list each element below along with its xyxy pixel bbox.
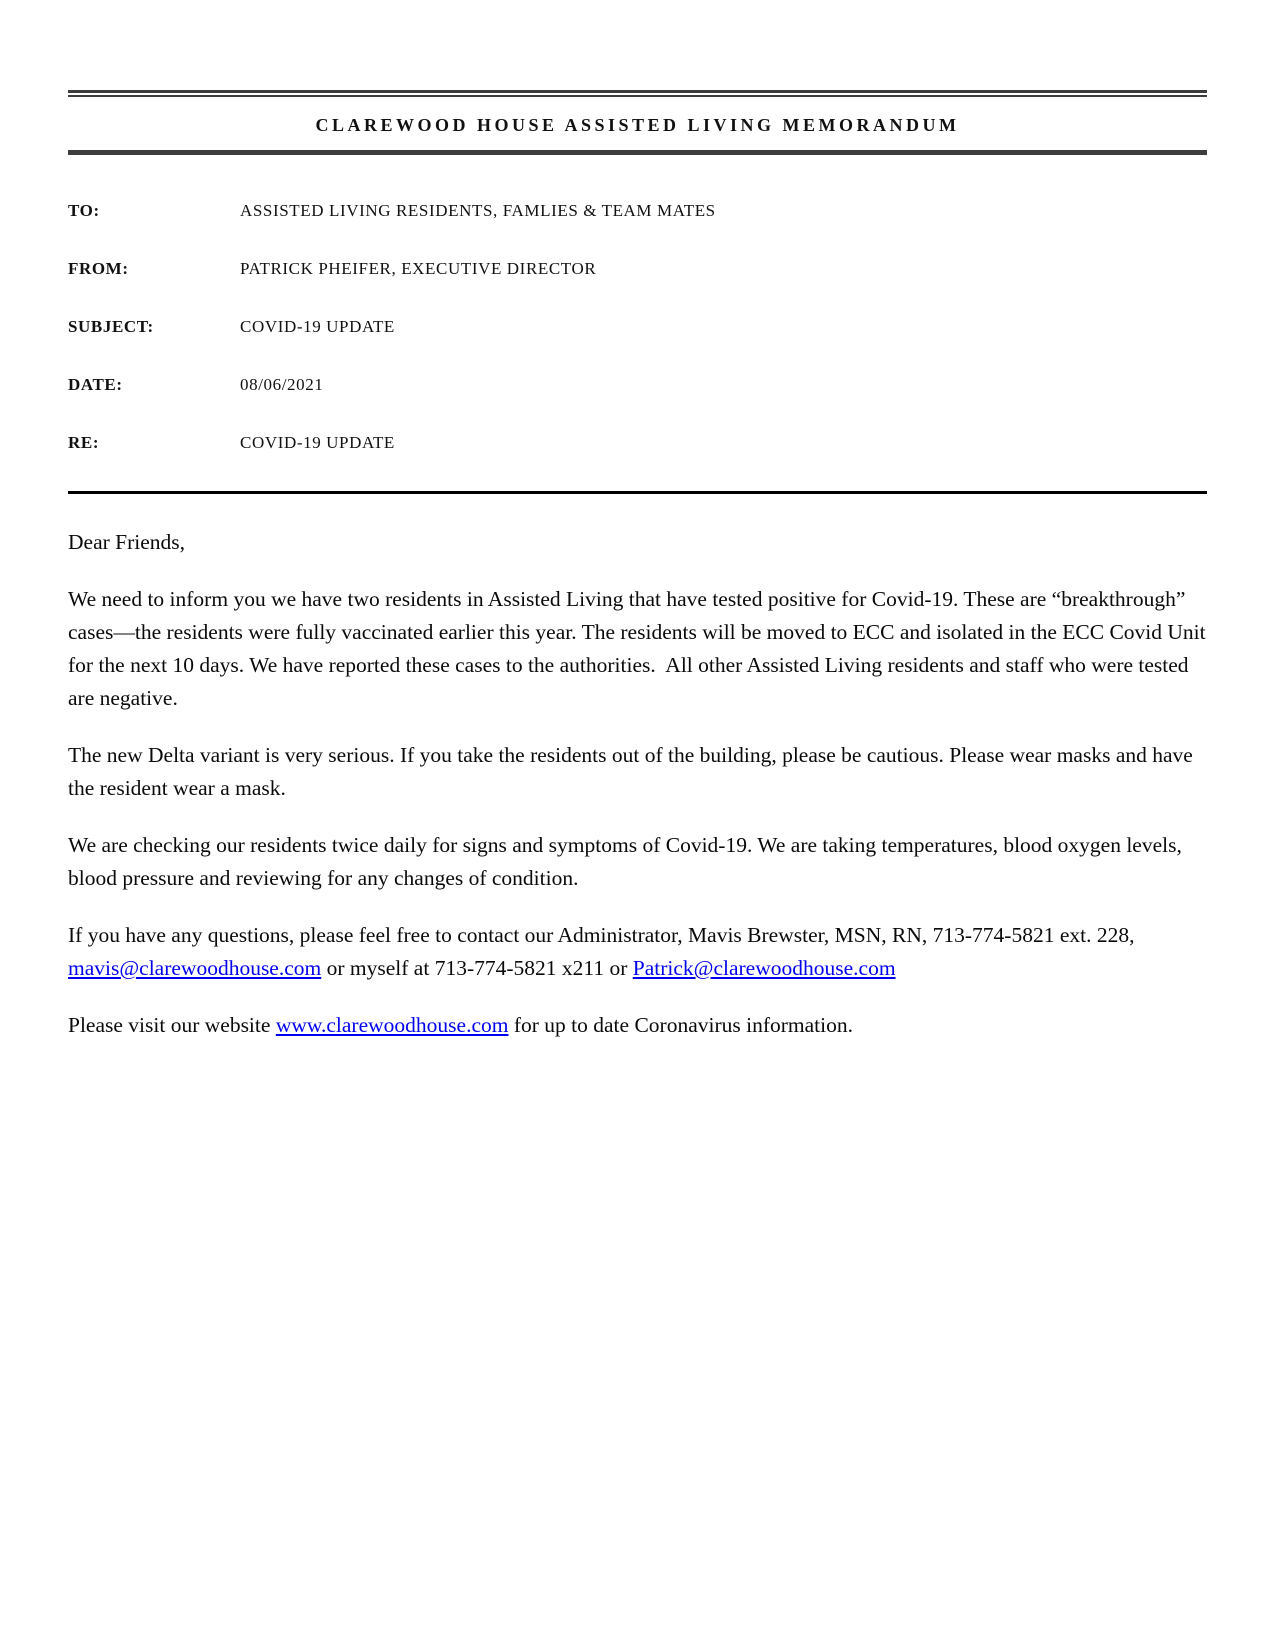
paragraph-delta-variant: The new Delta variant is very serious. If you take the residents out of the building, please be cautious. Please wear masks and have the resident wear a mask.	[68, 743, 1199, 800]
website-text-2: for up to date Coronavirus information.	[508, 1013, 853, 1037]
memo-label-date: DATE:	[68, 375, 123, 394]
memo-row-re	[68, 433, 1207, 453]
memo-row-from	[68, 259, 1207, 279]
header-top-double-rule	[68, 90, 1207, 97]
memo-label-to: TO:	[68, 201, 100, 220]
letter-body	[68, 526, 1211, 1042]
paragraph-contacts	[68, 919, 1207, 985]
memo-label-from: FROM:	[68, 259, 129, 278]
memo-fields	[68, 201, 1207, 494]
memo-header	[68, 90, 1207, 155]
contacts-text-1: If you have any questions, please feel free to contact our Administrator, Mavis Brewster, MSN, RN, 713-774-5821 ext. 228,	[68, 923, 1135, 947]
header-bottom-thick-rule	[68, 150, 1207, 155]
patrick-email-link[interactable]: Patrick@clarewoodhouse.com	[632, 956, 896, 980]
website-link[interactable]: www.clarewoodhouse.com	[275, 1013, 509, 1037]
memo-label-subject: SUBJECT:	[68, 317, 154, 336]
memo-row-to	[68, 201, 1207, 221]
memo-title: CLAREWOOD HOUSE ASSISTED LIVING MEMORANDUM	[315, 115, 960, 135]
fields-divider-rule	[68, 491, 1207, 494]
paragraph-website	[68, 1009, 1207, 1042]
salutation: Dear Friends,	[68, 530, 186, 554]
memo-value-subject: COVID-19 UPDATE	[240, 317, 395, 336]
memo-value-date: 08/06/2021	[240, 375, 324, 394]
memo-value-to: ASSISTED LIVING RESIDENTS, FAMLIES & TEAM MATES	[240, 201, 716, 220]
mavis-email-link[interactable]: mavis@clarewoodhouse.com	[68, 956, 322, 980]
website-text-1: Please visit our website	[68, 1013, 276, 1037]
memo-row-subject	[68, 317, 1207, 337]
paragraph-positive-cases: We need to inform you we have two residents in Assisted Living that have tested positive for Covid-19. These are “breakthrough” cases—the residents were fully vaccinated earlier this year. The residents will be moved to ECC and isolated in the ECC Covid Unit for the next 10 days. We have reported these cases to the authorities. All other Assisted Living residents and staff who were tested are negative.	[68, 587, 1211, 710]
memo-row-date	[68, 375, 1207, 395]
memo-value-re: COVID-19 UPDATE	[240, 433, 395, 452]
memo-value-from: PATRICK PHEIFER, EXECUTIVE DIRECTOR	[240, 259, 597, 278]
contacts-text-2: or myself at 713-774-5821 x211 or	[321, 956, 633, 980]
memo-label-re: RE:	[68, 433, 100, 452]
paragraph-monitoring: We are checking our residents twice daily for signs and symptoms of Covid-19. We are taking temperatures, blood oxygen levels, blood pressure and reviewing for any changes of condition.	[68, 833, 1188, 890]
